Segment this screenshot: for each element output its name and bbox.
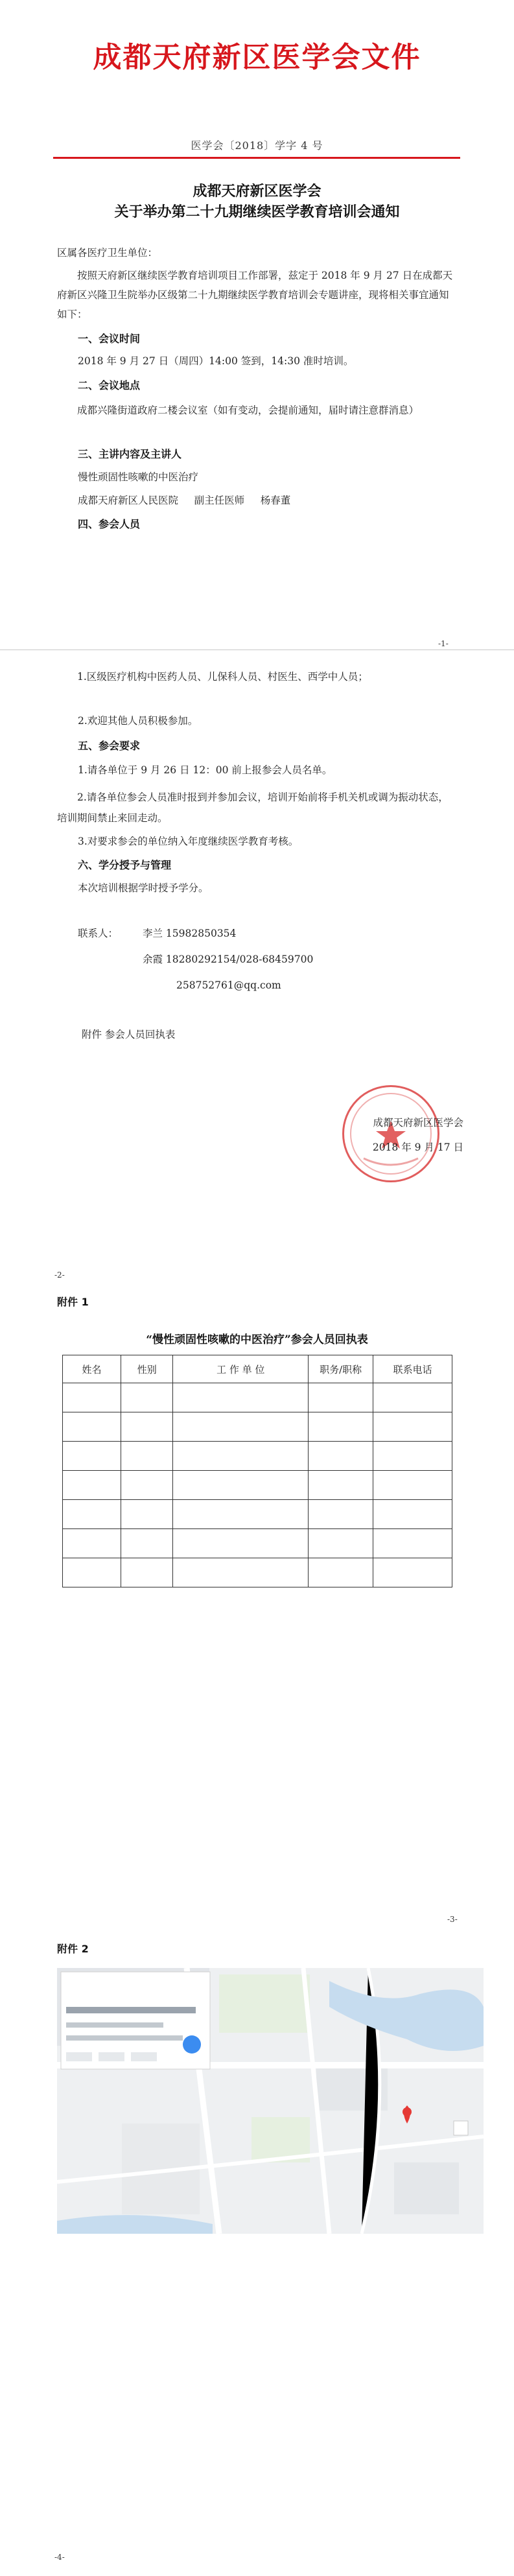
table-cell <box>309 1471 373 1500</box>
notice-title-line2: 关于举办第二十九期继续医学教育培训会通知 <box>114 204 400 220</box>
table-row <box>63 1412 452 1442</box>
col-work-unit: 工 作 单 位 <box>173 1355 309 1383</box>
table-cell <box>373 1471 452 1500</box>
section-6-heading: 六、学分授予与管理 <box>78 859 172 871</box>
section-2-heading: 二、会议地点 <box>78 379 141 392</box>
contact-line-1: 李兰 15982850354 <box>143 928 237 939</box>
salutation: 区属各医疗卫生单位： <box>57 247 158 259</box>
section-5-item-1: 1.请各单位于 9 月 26 日 12：00 前上报参会人员名单。 <box>78 764 333 776</box>
table-cell <box>121 1558 173 1587</box>
table-cell <box>121 1412 173 1442</box>
location-map[interactable] <box>57 1968 484 2234</box>
section-2-text: 成都兴隆街道政府二楼会议室（如有变动，会提前通知，届时请注意群消息） <box>77 404 419 416</box>
table-cell <box>309 1500 373 1529</box>
section-1-text: 2018 年 9 月 27 日（周四）14:00 签到，14:30 准时培训。 <box>78 355 354 367</box>
table-cell <box>63 1500 121 1529</box>
contact-email: 258752761@qq.com <box>176 979 281 991</box>
table-cell <box>173 1558 309 1587</box>
contact-line-2: 余霞 18280292154/028-68459700 <box>143 954 314 965</box>
table-cell <box>373 1383 452 1412</box>
official-seal <box>342 1085 439 1182</box>
table-cell <box>373 1558 452 1587</box>
section-5-item-2: 2.请各单位参会人员准时报到并参加会议，培训开始前将手机关机或调为振动状态，培训期间禁止来回走动。 <box>57 791 449 824</box>
table-cell <box>373 1412 452 1442</box>
table-cell <box>309 1442 373 1471</box>
section-4-heading: 四、参会人员 <box>78 518 141 530</box>
table-cell <box>373 1529 452 1558</box>
table-cell <box>173 1529 309 1558</box>
table-cell <box>121 1529 173 1558</box>
document-masthead: 成都天府新区医学会文件 <box>93 41 421 74</box>
col-gender: 性别 <box>121 1355 173 1383</box>
col-phone: 联系电话 <box>373 1355 452 1383</box>
table-cell <box>63 1471 121 1500</box>
document-number: 医学会〔2018〕学字 4 号 <box>191 139 323 152</box>
table-cell <box>173 1442 309 1471</box>
section-3-speaker: 成都天府新区人民医院 副主任医师 杨春董 <box>78 495 291 506</box>
table-cell <box>121 1442 173 1471</box>
map-graphic <box>57 1968 484 2234</box>
table-cell <box>63 1529 121 1558</box>
table-row <box>63 1529 452 1558</box>
page-number-4: -4- <box>54 2553 65 2562</box>
table-cell <box>309 1383 373 1412</box>
intro-paragraph: 按照天府新区继续医学教育培训项目工作部署，兹定于 2018 年 9 月 27 日在成都天府新区兴隆卫生院举办区级第二十九期继续医学教育培训会专题讲座，现将相关事宜通知如下： <box>57 270 453 320</box>
table-cell <box>63 1412 121 1442</box>
section-5-heading: 五、参会要求 <box>78 740 141 752</box>
attachment-2-label: 附件 2 <box>57 1943 89 1955</box>
table-cell <box>309 1412 373 1442</box>
table-cell <box>309 1558 373 1587</box>
section-4-item-2: 2.欢迎其他人员积极参加。 <box>78 715 198 727</box>
section-6-text: 本次培训根据学时授予学分。 <box>78 882 209 894</box>
contacts-label: 联系人： <box>78 928 119 939</box>
table-cell <box>173 1383 309 1412</box>
section-1-heading: 一、会议时间 <box>78 333 141 345</box>
page-number-2: -2- <box>54 1270 65 1280</box>
table-cell <box>173 1412 309 1442</box>
attachment-1-title: “慢性顽固性咳嗽的中医治疗”参会人员回执表 <box>146 1333 368 1346</box>
table-cell <box>309 1529 373 1558</box>
table-cell <box>173 1500 309 1529</box>
table-cell <box>63 1442 121 1471</box>
table-cell <box>121 1471 173 1500</box>
table-row <box>63 1558 452 1587</box>
section-5-item-3: 3.对要求参会的单位纳入年度继续医学教育考核。 <box>78 836 299 847</box>
page-number-1: -1- <box>438 639 449 648</box>
red-divider <box>53 157 460 159</box>
signature-date: 2018 年 9 月 17 日 <box>372 1142 463 1153</box>
table-cell <box>121 1500 173 1529</box>
page-number-3: -3- <box>447 1915 458 1924</box>
table-row <box>63 1442 452 1471</box>
table-cell <box>173 1471 309 1500</box>
col-title: 职务/职称 <box>309 1355 373 1383</box>
attendee-reply-table <box>62 1355 452 1587</box>
table-cell <box>373 1500 452 1529</box>
table-cell <box>373 1442 452 1471</box>
col-name: 姓名 <box>63 1355 121 1383</box>
table-row <box>63 1500 452 1529</box>
table-row <box>63 1383 452 1412</box>
map-pin-icon <box>403 2107 412 2116</box>
table-row <box>63 1471 452 1500</box>
table-cell <box>63 1383 121 1412</box>
attachment-note: 附件 参会人员回执表 <box>82 1029 176 1040</box>
section-3-heading: 三、主讲内容及主讲人 <box>78 448 182 460</box>
table-cell <box>121 1383 173 1412</box>
section-3-topic: 慢性顽固性咳嗽的中医治疗 <box>78 471 199 483</box>
attachment-1-label: 附件 1 <box>57 1296 89 1308</box>
seal-graphic <box>344 1087 438 1180</box>
notice-title-line1: 成都天府新区医学会 <box>193 183 321 200</box>
signature-org: 成都天府新区医学会 <box>373 1117 463 1129</box>
section-4-item-1: 1.区级医疗机构中医药人员、儿保科人员、村医生、西学中人员； <box>77 671 368 683</box>
table-cell <box>63 1558 121 1587</box>
table-header-row <box>63 1355 452 1383</box>
